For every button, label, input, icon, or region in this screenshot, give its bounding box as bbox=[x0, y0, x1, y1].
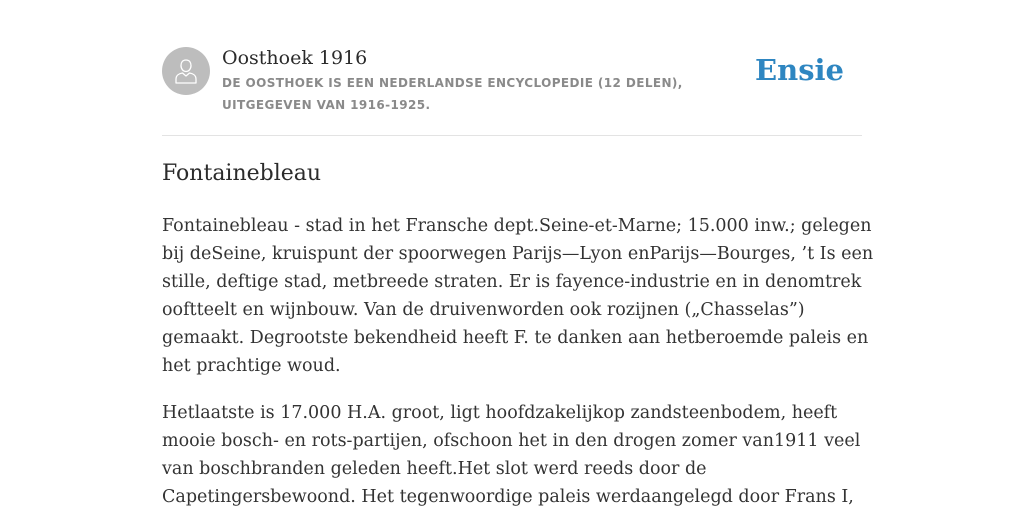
paragraph-line: Hetlaatste is 17.000 H.A. groot, ligt hoofdzakelijkop zandsteenbodem, heeft bbox=[162, 403, 838, 423]
source-name[interactable]: Oosthoek 1916 bbox=[222, 47, 368, 69]
article-body bbox=[162, 212, 874, 512]
header-divider bbox=[162, 135, 862, 136]
article-title: Fontainebleau bbox=[162, 161, 322, 186]
source-avatar[interactable] bbox=[162, 47, 210, 95]
source-header bbox=[162, 46, 862, 116]
article-paragraph bbox=[162, 399, 862, 511]
paragraph-line: Capetingersbewoond. Het tegenwoordige paleis werdaangelegd door Frans I, bbox=[162, 487, 854, 507]
user-silhouette-icon bbox=[174, 57, 198, 85]
paragraph-line: ooftteelt en wijnbouw. Van de druivenworden ook rozijnen („Chasselas”) bbox=[162, 300, 805, 320]
source-description: DE OOSTHOEK IS EEN NEDERLANDSE ENCYCLOPEDIE (12 DELEN), UITGEGEVEN VAN 1916-1925. bbox=[222, 76, 683, 112]
paragraph-line: van boschbranden geleden heeft.Het slot werd reeds door de bbox=[162, 459, 707, 479]
paragraph-line: gemaakt. Degrootste bekendheid heeft F. te danken aan hetberoemde paleis en bbox=[162, 328, 869, 348]
paragraph-line: mooie bosch- en rots-partijen, ofschoon het in den drogen zomer van1911 veel bbox=[162, 431, 861, 451]
paragraph-line: bij deSeine, kruispunt der spoorwegen Parijs—Lyon enParijs—Bourges, ’t Is een bbox=[162, 244, 874, 264]
brand-logo[interactable]: Ensie bbox=[755, 53, 844, 87]
paragraph-line: het prachtige woud. bbox=[162, 356, 341, 376]
paragraph-line: Fontainebleau - stad in het Fransche dept.Seine-et-Marne; 15.000 inw.; gelegen bbox=[162, 216, 872, 236]
article-paragraph bbox=[162, 212, 874, 380]
paragraph-line: stille, deftige stad, metbreede straten. Er is fayence-industrie en in denomtrek bbox=[162, 272, 862, 292]
